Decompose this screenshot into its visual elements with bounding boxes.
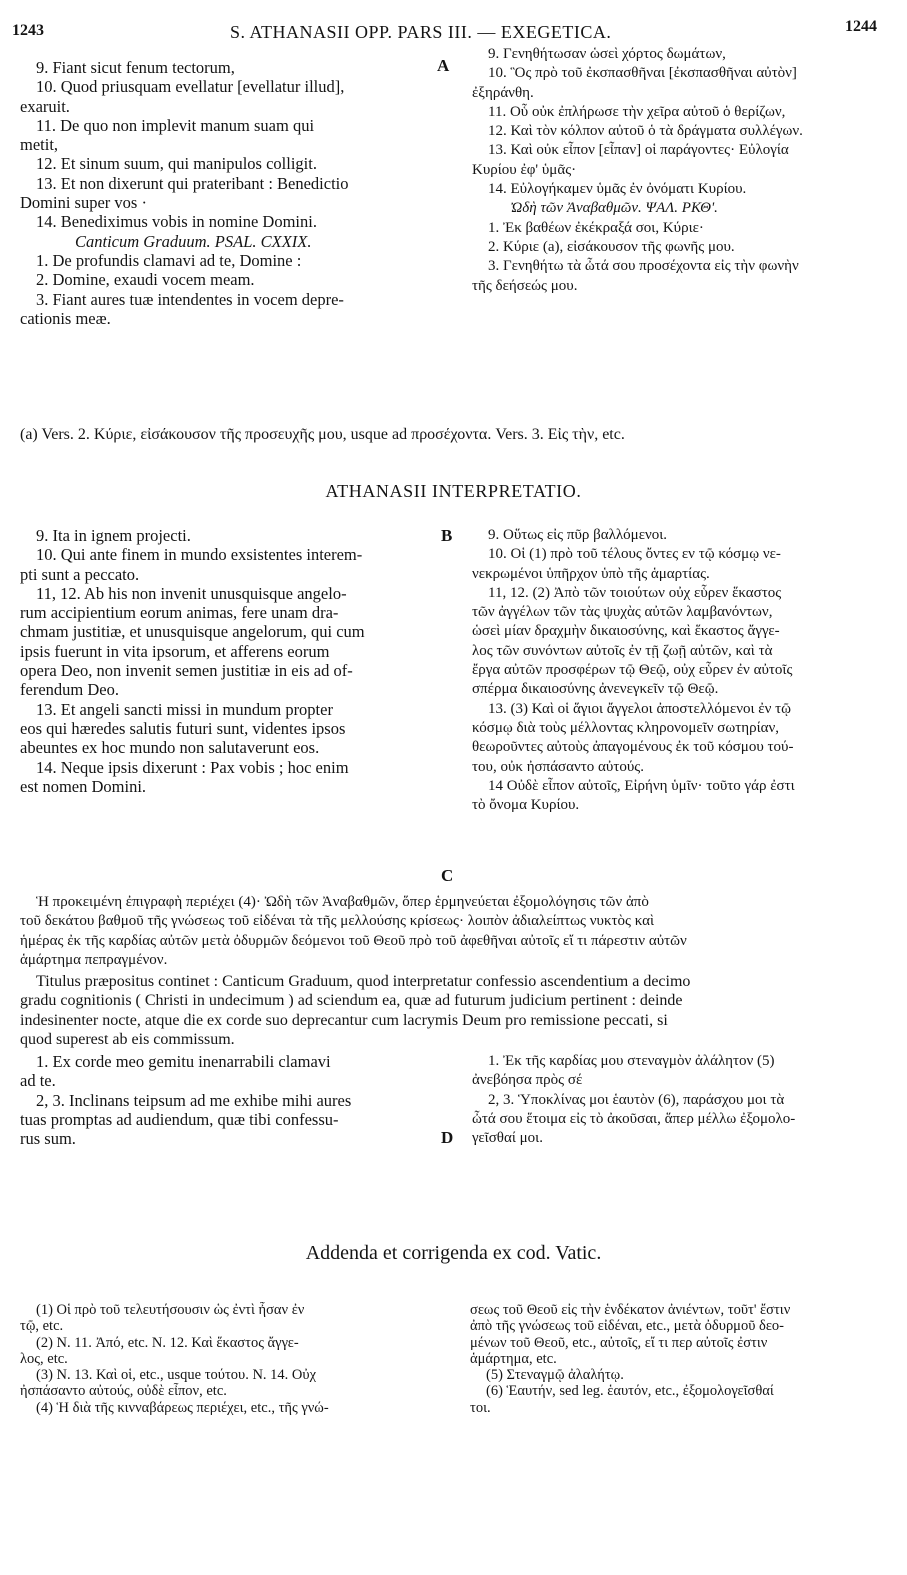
- text-line: 13. Καὶ οὐκ εἶπον [εἶπαν] οἱ παράγοντες· Εὐλογία: [488, 142, 789, 159]
- text-line: τῆς δεήσεώς μου.: [472, 277, 578, 294]
- text-line: 14. Benediximus vobis in nomine Domini.: [36, 212, 317, 232]
- text-line: metit,: [20, 135, 59, 155]
- text-line: κόσμῳ διὰ τοὺς μέλλοντας κληρονομεῖν σωτηρίαν,: [472, 719, 780, 736]
- text-line: θεωροῦντες αὐτοὺς ἀπαγομένους ἐκ τοῦ κόσμου τού-: [472, 739, 794, 756]
- footnote-line: (4) Ἡ διὰ τῆς κινναβάρεως περιέχει, etc., τῆς γνώ-: [36, 1399, 329, 1416]
- text-line: ἐξηράνθη.: [472, 84, 534, 101]
- text-line: 10. Quod priusquam evellatur [evellatur illud],: [36, 77, 345, 97]
- text-line: indesinenter nocte, atque die ex corde suo deprecantur cum lacrymis Deum pro remissione peccati, si: [20, 1011, 668, 1029]
- epigraph-greek: [20, 893, 885, 970]
- psalm-latin-column: [20, 58, 435, 328]
- footnote-line: ἀπὸ τῆς γνώσεως τοῦ εἰδέναι, etc., μετὰ ὀδυρμοῦ δεο-: [470, 1318, 785, 1335]
- text-line: 3. Γενηθήτω τὰ ὦτά σου προσέχοντα εἰς τὴν φωνὴν: [488, 258, 799, 275]
- footnote-line: σεως τοῦ Θεοῦ εἰς τὴν ἑνδέκατον ἀνιέντων, τοῦτ' ἔστιν: [470, 1302, 791, 1318]
- margin-marker-a: A: [437, 56, 450, 75]
- text-line: 14 Οὐδὲ εἶπον αὐτοῖς, Εἰρήνη ὑμῖν· τοῦτο γάρ ἐστι: [488, 777, 795, 794]
- text-line: 10. Ὃς πρὸ τοῦ ἐκσπασθῆναι [ἐκσπασθῆναι αὐτὸν]: [488, 65, 797, 82]
- text-line: pti sunt a peccato.: [20, 564, 140, 584]
- text-line: 13. (3) Καὶ οἱ ἅγιοι ἄγγελοι ἀποστελλόμενοι ἐν τῷ: [488, 700, 792, 717]
- text-line: ἀνεβόησα πρὸς σέ: [472, 1072, 583, 1089]
- text-line: 3. Fiant aures tuæ intendentes in vocem depre-: [36, 289, 344, 309]
- text-line: ferendum Deo.: [20, 680, 119, 700]
- text-line: 9. Ita in ignem projecti.: [36, 526, 191, 545]
- text-line: 1. Ex corde meo gemitu inenarrabili clamavi: [36, 1052, 331, 1071]
- verses-greek-column: [472, 1052, 882, 1148]
- text-line: cationis meæ.: [20, 308, 111, 328]
- text-line: γεῖσθαί μοι.: [472, 1130, 543, 1147]
- variant-note: (a) Vers. 2. Κύριε, εἰσάκουσον τῆς προσευχῆς μου, usque ad προσέχοντα. Vers. 3. Εἰς τὴν, etc.: [20, 426, 625, 443]
- section-title: ATHANASII INTERPRETATIO.: [325, 481, 582, 501]
- footnote-line: (3) N. 13. Καὶ οἱ, etc., usque τούτου. N. 14. Οὐχ: [36, 1367, 317, 1384]
- epigraph-latin: [20, 972, 885, 1049]
- text-line: opera Deo, non invenit semen justitiæ in eis ad of-: [20, 661, 353, 681]
- text-line: τοῦ δεκάτου βαθμοῦ τῆς γνώσεως τοῦ εἰδέναι τὰ τῆς μελλούσης κρίσεως· λοιπὸν ἀδιαλείπτως νυκτὸς καὶ: [20, 913, 655, 930]
- text-line: 10. Οἱ (1) πρὸ τοῦ τέλους ὄντες εν τῷ κόσμῳ νε-: [488, 546, 781, 563]
- text-line: νεκρωμένοι ὑπῆρχον ὑπὸ τῆς ἁμαρτίας.: [472, 565, 710, 582]
- text-line: Domini super vos ·: [20, 193, 147, 213]
- text-line: 14. Εὐλογήκαμεν ὑμᾶς ἐν ὀνόματι Κυρίου.: [488, 181, 747, 198]
- footnote-line: (6) Ἑαυτήν, sed leg. ἑαυτόν, etc., ἐξομολογεῖσθαί: [486, 1383, 774, 1400]
- text-line: Titulus præpositus continet : Canticum Graduum, quod interpretatur confessio ascendentium a decimo: [36, 973, 691, 990]
- text-line: ἡμέρας ἐκ τῆς καρδίας αὐτῶν μετὰ ὀδυρμῶν δεόμενοι τοῦ Θεοῦ πρὸ τοῦ ἀφεθῆναι αὐτοῖς εἴ τι πάρεστιν αὐτῶν: [20, 932, 687, 949]
- text-line: του, οὐκ ἠσπάσαντο αὐτούς.: [472, 758, 644, 775]
- text-line: 11, 12. Ab his non invenit unusquisque angelo-: [36, 583, 347, 603]
- text-line: 2. Domine, exaudi vocem meam.: [36, 270, 255, 290]
- text-line: τὸ ὄνομα Κυρίου.: [472, 797, 580, 814]
- text-line: Ἡ προκειμένη ἐπιγραφὴ περιέχει (4)· Ὠδὴ τῶν Ἀναβαθμῶν, ὅπερ ἑρμηνεύεται ἐξομολόγησις τῶν ἀπὸ: [36, 894, 649, 910]
- text-line: quod superest ab eis commissum.: [20, 1030, 235, 1048]
- footnote-line: (2) N. 11. Ἀπό, etc. N. 12. Καὶ ἕκαστος ἄγγε-: [36, 1334, 299, 1351]
- text-line: ἁμάρτημα πεπραγμένον.: [20, 951, 168, 968]
- text-line: ὦτά σου ἕτοιμα εἰς τὸ ἀκοῦσαι, ἅπερ μέλλω ἐξομολο-: [472, 1110, 796, 1127]
- page-number-right: 1244: [845, 18, 877, 35]
- text-line: ad te.: [20, 1071, 56, 1091]
- text-line: 9. Οὕτως εἰς πῦρ βαλλόμενοι.: [488, 527, 668, 543]
- text-line: 11, 12. (2) Ἀπὸ τῶν τοιούτων οὐχ εὗρεν ἕκαστος: [488, 584, 782, 601]
- text-line: 11. De quo non implevit manum suam qui: [36, 115, 315, 135]
- text-line: 9. Fiant sicut fenum tectorum,: [36, 58, 235, 77]
- text-line: gradu cognitionis ( Christi in undecimum ) ad sciendum ea, quæ ad futurum judicium pertinent : deinde: [20, 992, 683, 1010]
- running-header: [0, 18, 907, 44]
- text-line: 10. Qui ante finem in mundo exsistentes interem-: [36, 545, 363, 565]
- text-line: λος τῶν συνόντων αὐτοῖς ἐν τῇ ζωῇ αὐτῶν, καὶ τὰ: [472, 642, 773, 659]
- text-line: rum accipientium eorum animas, fere unam dra-: [20, 603, 339, 623]
- text-line: 12. Et sinum suum, qui manipulos colligit.: [36, 154, 317, 174]
- text-line: eos qui hæredes salutis futuri sunt, videntes ipsos: [20, 718, 346, 738]
- text-line: 13. Et angeli sancti missi in mundum propter: [36, 699, 333, 719]
- text-line: 13. Et non dixerunt qui prateribant : Benedictio: [36, 173, 349, 193]
- text-line: ἔργα αὐτῶν προσφέρων τῷ Θεῷ, οὐχ εὗρεν ἐν αὐτοῖς: [472, 662, 793, 679]
- text-line: 2. Κύριε (a), εἰσάκουσον τῆς φωνῆς μου.: [488, 238, 735, 255]
- text-line: 2, 3. Ὑποκλίνας μοι ἑαυτὸν (6), παράσχου μοι τὰ: [488, 1091, 785, 1108]
- text-line: 1. Ἐκ τῆς καρδίας μου στεναγμὸν ἀλάλητον (5): [488, 1053, 775, 1069]
- footnotes-right: [470, 1302, 885, 1416]
- text-line: 1. De profundis clamavi ad te, Domine :: [36, 250, 302, 270]
- text-line: τῶν ἀγγέλων τῶν τὰς ψυχὰς αὐτῶν λαμβανόντων,: [472, 604, 773, 621]
- running-title: S. ATHANASII OPP. PARS III. — EXEGETICA.: [230, 22, 612, 42]
- page-number-left: 1243: [12, 22, 44, 39]
- footnote-line: λος, etc.: [20, 1350, 68, 1367]
- text-line: chmam justitiæ, et unusquisque angelorum, qui cum: [20, 622, 365, 642]
- text-line: Κυρίου ἐφ' ὑμᾶς·: [472, 161, 577, 178]
- text-line: ipsis fuerunt in vita ipsorum, et afferens eorum: [20, 641, 330, 661]
- text-line: abeuntes ex hoc mundo non salutaverunt eos.: [20, 738, 320, 758]
- text-line: 1. Ἐκ βαθέων ἐκέκραξά σοι, Κύριε·: [488, 219, 704, 236]
- margin-marker-d: D: [441, 1128, 454, 1147]
- footnote-line: (1) Οἱ πρὸ τοῦ τελευτήσουσιν ὡς ἐντὶ ἦσαν ἐν: [36, 1302, 305, 1318]
- text-line: exaruit.: [20, 96, 70, 116]
- text-line: ὡσεὶ μίαν δραχμὴν δικαιοσύνης, καὶ ἕκαστος ἄγγε-: [472, 623, 780, 640]
- text-line: 2, 3. Inclinans teipsum ad me exhibe mihi aures: [36, 1090, 352, 1110]
- footnote-line: ἠσπάσαντο αὐτούς, οὐδὲ εἶπον, etc.: [20, 1383, 227, 1400]
- footnotes-left: [20, 1302, 450, 1416]
- footnote-line: (5) Στεναγμῷ ἀλαλήτῳ.: [486, 1367, 624, 1384]
- footnote-line: ἁμάρτημα, etc.: [470, 1350, 557, 1367]
- text-line: 11. Οὗ οὐκ ἐπλήρωσε τὴν χεῖρα αὐτοῦ ὁ θερίζων,: [488, 103, 786, 120]
- text-line: 9. Γενηθήτωσαν ὡσεὶ χόρτος δωμάτων,: [488, 46, 726, 62]
- interpretation-greek-column: [472, 526, 882, 815]
- text-line: tuas promptas ad audiendum, quæ tibi confessu-: [20, 1109, 339, 1129]
- interpretation-latin-column: [20, 526, 435, 796]
- margin-marker-c: C: [441, 866, 454, 885]
- text-line: rus sum.: [20, 1129, 76, 1149]
- footnote-line: τῷ, etc.: [20, 1318, 64, 1335]
- verses-latin-column: [20, 1052, 435, 1148]
- footnote-line: μένων τοῦ Θεοῦ, etc., αὐτοῖς, εἴ τι περ αὐτοῖς ἐστιν: [470, 1334, 768, 1351]
- psalm-heading-latin: Canticum Graduum. PSAL. CXXIX.: [75, 231, 312, 251]
- text-line: 12. Καὶ τὸν κόλπον αὐτοῦ ὁ τὰ δράγματα συλλέγων.: [488, 123, 803, 140]
- addenda-title: Addenda et corrigenda ex cod. Vatic.: [305, 1242, 602, 1264]
- footnote-line: τοι.: [470, 1399, 491, 1416]
- text-line: 14. Neque ipsis dixerunt : Pax vobis ; hoc enim: [36, 757, 349, 777]
- text-line: est nomen Domini.: [20, 776, 147, 796]
- text-line: σπέρμα δικαιοσύνης ἀνενεγκεῖν τῷ Θεῷ.: [472, 681, 719, 698]
- psalm-heading-greek: Ὠδὴ τῶν Ἀναβαθμῶν. ΨΑΛ. ΡΚΘʹ.: [510, 200, 718, 217]
- psalm-greek-column: [472, 45, 882, 296]
- margin-marker-b: B: [441, 526, 453, 545]
